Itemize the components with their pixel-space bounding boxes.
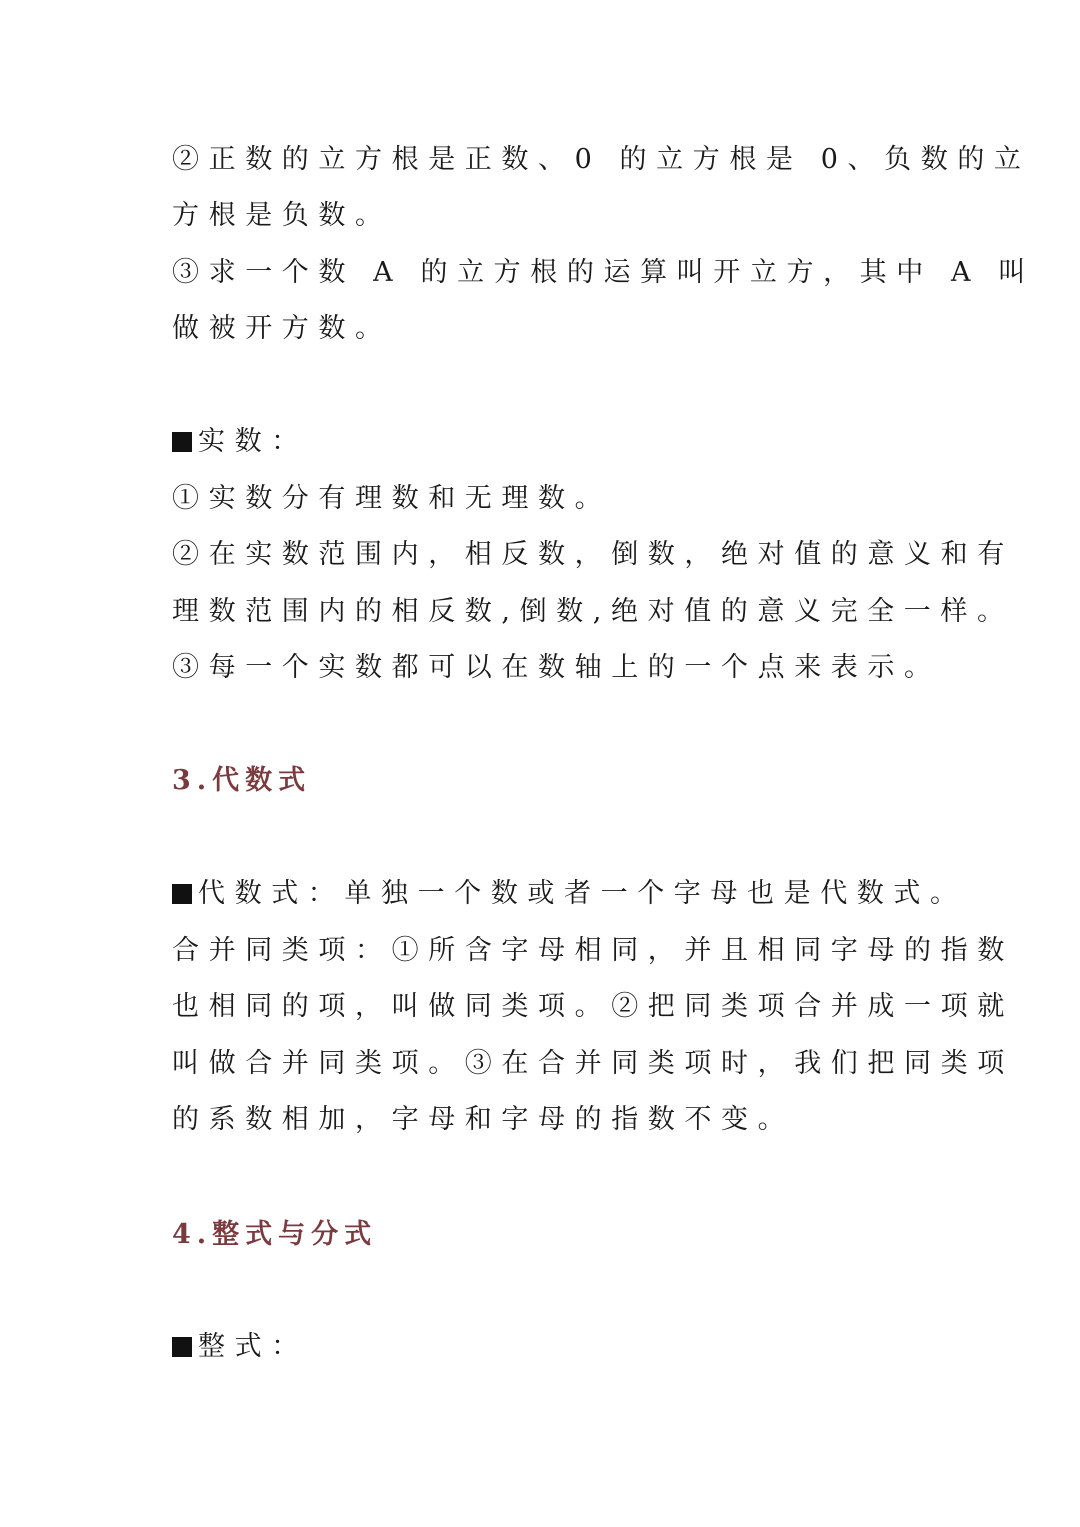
real-numbers-title — [172, 422, 912, 462]
real-numbers-line-3: 理数范围内的相反数,倒数,绝对值的意义完全一样。 — [172, 596, 1014, 627]
cube-root-line-4: 做被开方数。 — [172, 313, 392, 344]
polynomial-title — [172, 1327, 912, 1367]
real-numbers-title-text: 实数： — [198, 426, 308, 457]
square-bullet-icon — [172, 1337, 192, 1357]
algebraic-line-1: 合并同类项：①所含字母相同，并且相同字母的指数 — [172, 935, 1014, 966]
real-numbers-line-2: ②在实数范围内，相反数，倒数，绝对值的意义和有 — [172, 539, 1014, 570]
algebraic-line-4: 的系数相加，字母和字母的指数不变。 — [172, 1104, 795, 1135]
square-bullet-icon — [172, 432, 192, 452]
cube-root-line-2: 方根是负数。 — [172, 200, 392, 231]
section-heading-polynomial-fraction: 4.整式与分式 — [172, 1219, 378, 1250]
square-bullet-icon — [172, 884, 192, 904]
cube-root-line-3: ③求一个数 A 的立方根的运算叫开立方，其中 A 叫 — [172, 257, 1035, 288]
cube-root-line-1: ②正数的立方根是正数、0 的立方根是 0、负数的立 — [172, 144, 1031, 175]
algebraic-title-text: 代数式：单独一个数或者一个字母也是代数式。 — [198, 878, 967, 909]
algebraic-line-3: 叫做合并同类项。③在合并同类项时，我们把同类项 — [172, 1048, 1014, 1079]
polynomial-title-text: 整式： — [198, 1331, 308, 1362]
real-numbers-line-1: ①实数分有理数和无理数。 — [172, 483, 612, 514]
algebraic-line-2: 也相同的项，叫做同类项。②把同类项合并成一项就 — [172, 991, 1014, 1022]
section-heading-algebraic: 3.代数式 — [172, 765, 312, 796]
real-numbers-line-4: ③每一个实数都可以在数轴上的一个点来表示。 — [172, 652, 941, 683]
algebraic-title — [172, 874, 967, 914]
